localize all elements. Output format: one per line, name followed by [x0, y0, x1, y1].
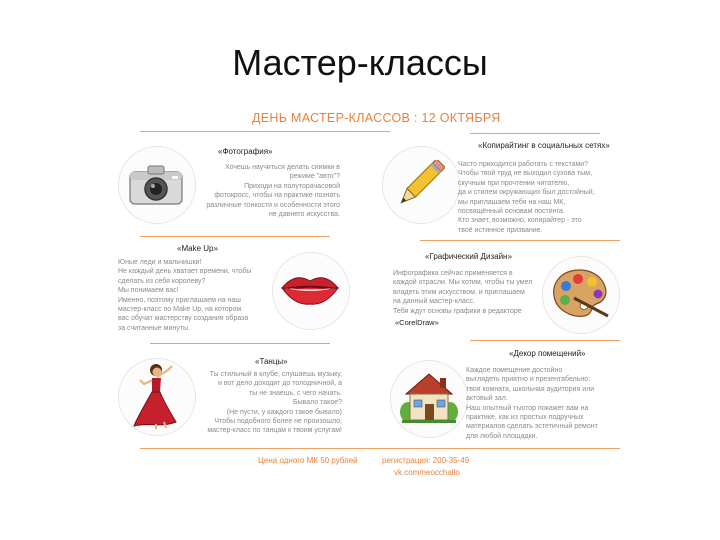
section-title-decor: «Декор помещений»	[509, 349, 586, 358]
pencil-icon	[393, 160, 445, 210]
design-divider	[470, 340, 620, 341]
section-title-copywriting: «Копирайтинг в социальных сетях»	[478, 141, 610, 150]
lips-icon	[280, 272, 340, 306]
section-text-makeup: Юные леди и мальчишки! Не каждый день хватает времени, чтобы сделать из себя королеву? Мы понимаем вас! Именно, поэтому приглашаем на наш мастер-класс по Make Up, на котором вас обучат мастерству создания образа за считанные минуты.	[118, 259, 252, 332]
palette-icon	[550, 268, 610, 320]
footer-divider	[140, 448, 620, 449]
coreldraw-label: «CorelDraw»	[395, 318, 439, 327]
header-divider	[140, 131, 390, 132]
section-text-copywriting: Часто приходится работать с текстами? Чтобы твой труд не выходил сухова тым, скучным при прочтении читателю, да и стилем окружающих был достойный, мы приглашаем тебя на наш МК, посвящённый основам постинга. Кто знает, возможно, копирайтер - это твоё истинное призвание.	[458, 161, 595, 234]
dancer-icon	[130, 362, 182, 430]
section-title-dance: «Танцы»	[255, 357, 288, 366]
section-title-photo: «Фотография»	[218, 147, 273, 156]
footer-link[interactable]: vk.com/neocchallo	[394, 468, 460, 477]
section-text-decor: Каждое помещение достойно выглядеть приятно и презентабельно: твоя комната, школьная аудитория или актовый зал. Наш опытный тьютор покажет вам на практике, как из простых подручных материалов сделать эстетичный ремонт для любой площадки.	[466, 367, 598, 440]
makeup-divider	[150, 343, 330, 344]
section-title-makeup: «Make Up»	[177, 244, 218, 253]
section-text-dance: Ты стильный в клубе, слушаешь музыку, и вот дело доходит до толодничной, а ты не знаешь, с чего начать. Бывало такое? (Не пусти, у каждого такое бывало) Чтобы подобного более не произошло, мастер-класс по танцам к твоим услугам!	[207, 371, 342, 435]
copy-divider	[420, 240, 620, 241]
section-text-design: Инфографика сейчас применяется в каждой отрасли. Мы хотим, чтобы ты умел владеть этим искусством, и приглашаем на данный мастер-класс. Тебя ждут основы графики в редакторе	[393, 270, 533, 315]
poster-title: ДЕНЬ МАСТЕР-КЛАССОВ : 12 ОКТЯБРЯ	[252, 111, 501, 125]
footer-price: Цена одного МК 50 рублей	[258, 456, 358, 465]
slide-title: Мастер-классы	[232, 42, 488, 83]
photo-divider	[140, 236, 330, 237]
section-title-design: «Графический Дизайн»	[425, 252, 512, 261]
house-icon	[400, 372, 458, 424]
section-text-photo: Хочешь научиться делать снимки в режиме "авто"? Приходи на полуторачасовой фотокросс, чтобы на практике познать различные тонкости и особенности этого не давнего искусства.	[206, 164, 340, 219]
copy-divider-top	[470, 133, 600, 134]
footer-registration: регистрация: 200-35-49	[382, 456, 470, 465]
camera-icon	[128, 164, 184, 206]
